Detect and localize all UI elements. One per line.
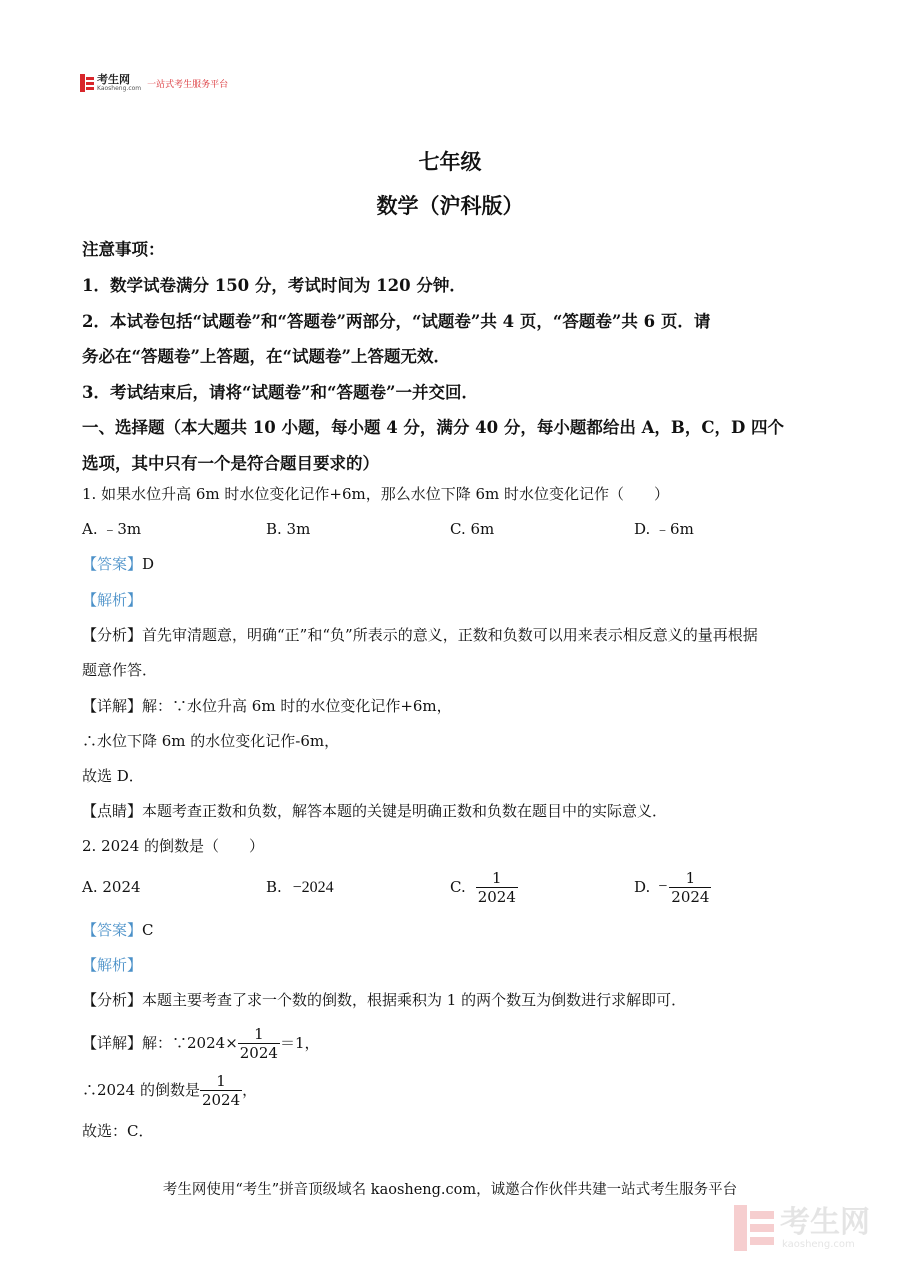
notice-heading: 注意事项： — [82, 240, 165, 259]
watermark-domain: kaosheng.com — [782, 1238, 855, 1250]
q2-analysis-tag: 【解析】 — [82, 956, 143, 974]
q1-xiangjie-line1 — [82, 696, 452, 716]
fraction — [200, 1072, 242, 1109]
option-label: C. — [450, 878, 466, 896]
logo-slogan: 一站式考生服务平台 — [147, 79, 229, 90]
footer-text: 考生网使用“考生”拼音顶级域名 kaosheng.com，诚邀合作伙伴共建一站式考生服务平台 — [162, 1182, 738, 1198]
q1-stem: 1. 如果水位升高 6m 时水位变化记作+6m，那么水位下降 6m 时水位变化记作（ ） — [82, 485, 670, 503]
xiangjie-text-pre: 解：∵2024× — [142, 1034, 238, 1052]
q2-xiangjie-line3: 故选：C． — [82, 1122, 154, 1140]
fenxi-text: 首先审清题意，明确“正”和“负”所表示的意义，正数和负数可以用来表示相反意义的量再根据 — [142, 626, 758, 644]
option-value: −2024 — [292, 879, 334, 896]
q1-answer — [82, 554, 154, 574]
fenxi-tag: 【分析】 — [82, 991, 143, 1009]
notice-item-3: 3．考试结束后，请将“试题卷”和“答题卷”一并交回． — [82, 383, 478, 402]
answer-value: C — [142, 921, 154, 939]
fenxi-text: 本题主要考查了求一个数的倒数，根据乘积为 1 的两个数互为倒数进行求解即可． — [142, 991, 687, 1009]
q2-xiangjie-line2 — [82, 1065, 257, 1115]
xiangjie-text: 解：∵水位升高 6m 时的水位变化记作+6m， — [142, 697, 452, 715]
page-title-grade: 七年级 — [418, 149, 482, 174]
fraction-denominator: 2024 — [477, 887, 516, 906]
q1-option-d: D. ﹣6m — [634, 520, 694, 538]
fraction-numerator: 1 — [216, 1071, 226, 1090]
fraction — [476, 869, 518, 906]
logo-text: 考生网 — [97, 73, 130, 86]
watermark-text: 考生网 — [780, 1204, 870, 1240]
q2-option-a: A. 2024 — [82, 878, 141, 896]
fraction — [669, 869, 711, 906]
q2-stem: 2. 2024 的倒数是（ ） — [82, 837, 265, 855]
fraction-denominator: 2024 — [239, 1043, 278, 1062]
answer-tag: 【答案】 — [82, 921, 143, 939]
watermark-logo-icon — [734, 1205, 774, 1251]
reciprocal-text-post: ， — [242, 1081, 258, 1099]
xiangjie-text-post: ＝1， — [279, 1034, 320, 1052]
section-heading-line2: 选项，其中只有一个是符合题目要求的） — [82, 454, 379, 473]
option-label: B. — [266, 878, 282, 896]
q1-option-a: A. ﹣3m — [82, 520, 142, 538]
q2-option-b — [266, 877, 334, 898]
fraction — [238, 1025, 280, 1062]
option-label: D. — [634, 878, 651, 896]
fraction-denominator: 2024 — [671, 887, 710, 906]
notice-item-1: 1．数学试卷满分 150 分，考试时间为 120 分钟． — [82, 276, 466, 295]
notice-item-2a: 2．本试卷包括“试题卷”和“答题卷”两部分，“试题卷”共 4 页，“答题卷”共 6 页．请 — [82, 312, 711, 331]
header-logo — [80, 72, 228, 94]
xiangjie-tag: 【详解】 — [82, 1034, 143, 1052]
answer-tag: 【答案】 — [82, 555, 143, 573]
q2-option-c — [450, 862, 518, 912]
q2-option-d — [634, 862, 711, 912]
q1-option-c: C. 6m — [450, 520, 495, 538]
dianjing-text: 本题考查正数和负数，解答本题的关键是明确正数和负数在题目中的实际意义． — [142, 802, 668, 820]
fraction-numerator: 1 — [492, 868, 502, 887]
q1-xiangjie-line2: ∴水位下降 6m 的水位变化记作-6m， — [82, 732, 340, 750]
q2-xiangjie-line1 — [82, 1018, 320, 1068]
minus-sign: − — [658, 878, 668, 895]
page-title-subject: 数学（沪科版） — [376, 193, 524, 218]
reciprocal-text-pre: ∴2024 的倒数是 — [82, 1081, 200, 1099]
fraction-denominator: 2024 — [201, 1090, 241, 1109]
notice-item-2b: 务必在“答题卷”上答题，在“试题卷”上答题无效． — [82, 347, 450, 366]
answer-value: D — [142, 555, 155, 573]
fraction-numerator: 1 — [254, 1024, 264, 1043]
watermark — [734, 1205, 870, 1251]
xiangjie-tag: 【详解】 — [82, 697, 143, 715]
q1-xiangjie-line3: 故选 D． — [82, 767, 144, 785]
fenxi-tag: 【分析】 — [82, 626, 143, 644]
section-heading-line1: 一、选择题（本大题共 10 小题，每小题 4 分，满分 40 分，每小题都给出 A，B，C，D 四个 — [82, 418, 785, 437]
q1-dianjing — [82, 801, 667, 821]
fraction-numerator: 1 — [685, 868, 696, 887]
logo-domain: Kaosheng.com — [97, 85, 142, 92]
q2-answer — [82, 920, 154, 940]
q1-analysis-tag: 【解析】 — [82, 591, 143, 609]
q1-fenxi-line2: 题意作答． — [82, 661, 158, 679]
dianjing-tag: 【点睛】 — [82, 802, 143, 820]
kaosheng-logo-icon — [80, 74, 94, 92]
q1-fenxi-line1 — [82, 625, 758, 645]
q2-fenxi — [82, 990, 686, 1010]
q1-option-b: B. 3m — [266, 520, 311, 538]
